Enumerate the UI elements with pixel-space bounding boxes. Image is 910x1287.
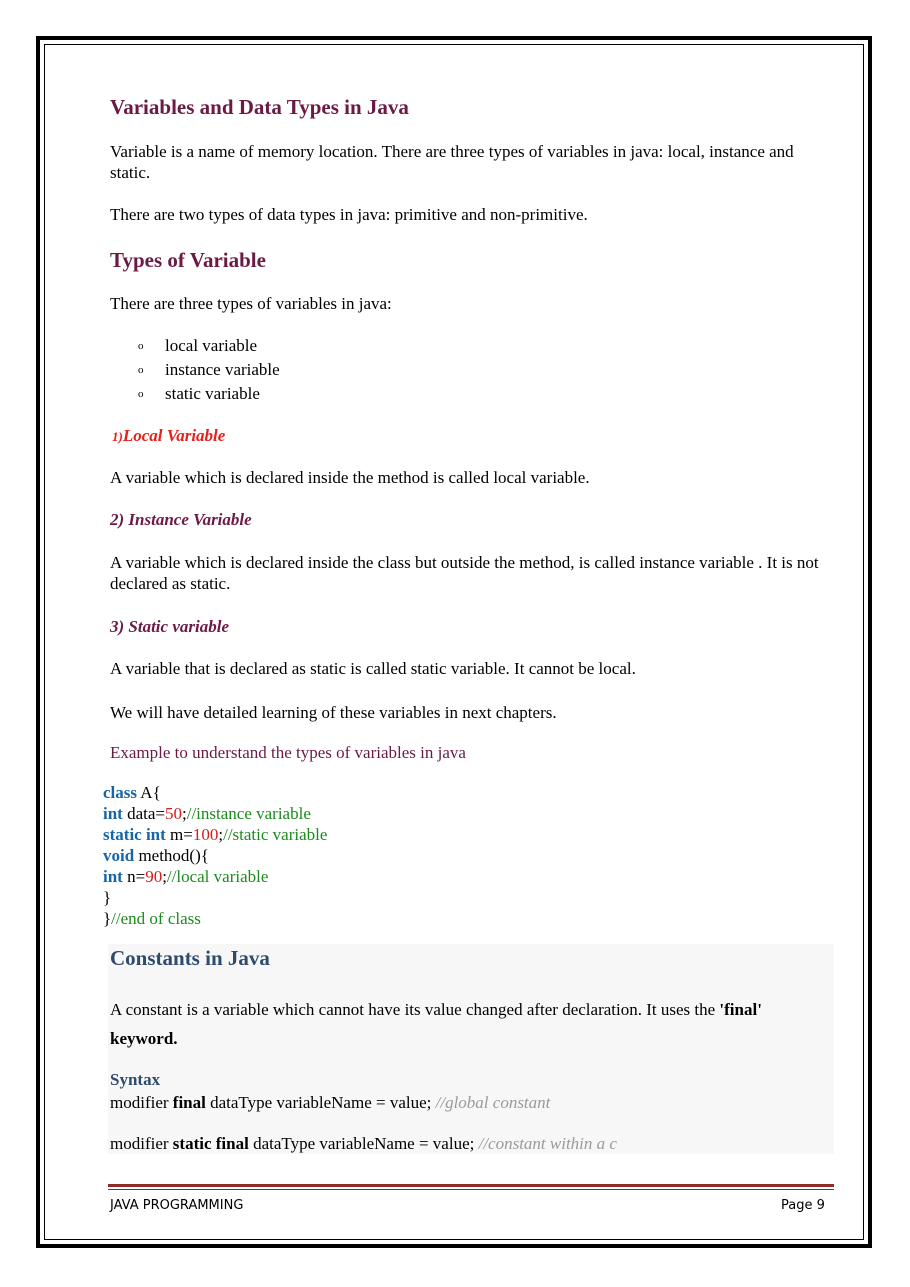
- code-keyword: static int: [103, 825, 166, 844]
- heading-constants: Constants in Java: [110, 946, 270, 970]
- paragraph-constants-line2: keyword.: [110, 1029, 178, 1048]
- code-line: [103, 866, 327, 887]
- paragraph-instance-variable: A variable which is declared inside the class but outside the method, is called instance variable . It is not declared as static.: [110, 553, 819, 593]
- syntax-text: dataType variableName = value;: [205, 1093, 436, 1112]
- subheading-static-variable: 3) Static variable: [110, 617, 229, 636]
- paragraph-static-variable: A variable that is declared as static is called static variable. It cannot be local.: [110, 659, 636, 678]
- code-text: method(){: [134, 846, 209, 865]
- code-keyword: int: [103, 867, 123, 886]
- list-item: local variable: [165, 336, 258, 355]
- subheading-number: 1): [112, 429, 123, 444]
- code-text: ;: [182, 804, 187, 823]
- list-bullet-icon: o: [138, 388, 144, 400]
- syntax-text: modifier: [110, 1093, 173, 1112]
- code-keyword: void: [103, 846, 135, 865]
- paragraph-three-types: There are three types of variables in java:: [110, 294, 392, 313]
- code-line: [103, 824, 327, 845]
- code-number: 100: [192, 825, 219, 844]
- code-keyword: int: [103, 804, 123, 823]
- paragraph-local-variable: A variable which is declared inside the method is called local variable.: [110, 468, 590, 487]
- subheading-local-variable: [112, 426, 225, 446]
- code-text: }: [103, 909, 112, 928]
- page-number: Page 9: [781, 1198, 825, 1213]
- example-heading: Example to understand the types of variables in java: [110, 743, 466, 762]
- syntax-line-static: [110, 1133, 617, 1154]
- heading-variables-data-types: Variables and Data Types in Java: [110, 95, 409, 119]
- code-comment: //static variable: [223, 825, 328, 844]
- code-comment: //end of class: [111, 909, 201, 928]
- code-comment: //instance variable: [186, 804, 311, 823]
- code-number: 50: [165, 804, 182, 823]
- code-keyword: class: [103, 783, 137, 802]
- footer-rule-thin: [108, 1189, 834, 1190]
- list-bullet-icon: o: [138, 340, 144, 352]
- paragraph-data-types: There are two types of data types in java: primitive and non-primitive.: [110, 205, 588, 224]
- code-line: [103, 803, 327, 824]
- syntax-comment: //constant within a c: [478, 1134, 617, 1153]
- paragraph-variable-definition: Variable is a name of memory location. There are three types of variables in java: local, instance and static.: [110, 142, 794, 182]
- code-number: 90: [145, 867, 163, 886]
- code-text: ;: [162, 867, 167, 886]
- list-item: static variable: [165, 384, 260, 403]
- syntax-keyword: final: [172, 1093, 206, 1112]
- paragraph-detailed-learning: We will have detailed learning of these variables in next chapters.: [110, 703, 557, 722]
- code-text: data=: [122, 804, 165, 823]
- code-text: A{: [137, 783, 161, 802]
- list-bullet-icon: o: [138, 364, 144, 376]
- syntax-keyword: static final: [172, 1134, 249, 1153]
- code-block: [103, 782, 327, 929]
- constants-text: A constant is a variable which cannot have its value changed after declaration. It uses the: [110, 1000, 720, 1019]
- code-text: m=: [165, 825, 193, 844]
- code-comment: //local variable: [166, 867, 269, 886]
- list-item: instance variable: [165, 360, 280, 379]
- code-line: [103, 845, 327, 866]
- syntax-text: dataType variableName = value;: [248, 1134, 479, 1153]
- code-line: [103, 908, 327, 929]
- paragraph-constants-line1: [110, 999, 762, 1020]
- syntax-line-global: [110, 1092, 550, 1113]
- footer-rule-thick: [108, 1184, 834, 1187]
- constants-section: [108, 944, 834, 1154]
- footer-title: JAVA PROGRAMMING: [110, 1198, 244, 1213]
- syntax-comment: //global constant: [435, 1093, 551, 1112]
- code-text: n=: [122, 867, 146, 886]
- subheading-title: Local Variable: [122, 426, 226, 445]
- heading-types-of-variable: Types of Variable: [110, 248, 266, 272]
- constants-final-keyword: 'final': [719, 1000, 762, 1019]
- code-line: [103, 887, 327, 908]
- syntax-text: modifier: [110, 1134, 173, 1153]
- code-line: [103, 782, 327, 803]
- code-text: }: [103, 888, 112, 907]
- code-text: ;: [218, 825, 224, 844]
- syntax-label: Syntax: [110, 1070, 161, 1089]
- subheading-instance-variable: 2) Instance Variable: [110, 510, 252, 529]
